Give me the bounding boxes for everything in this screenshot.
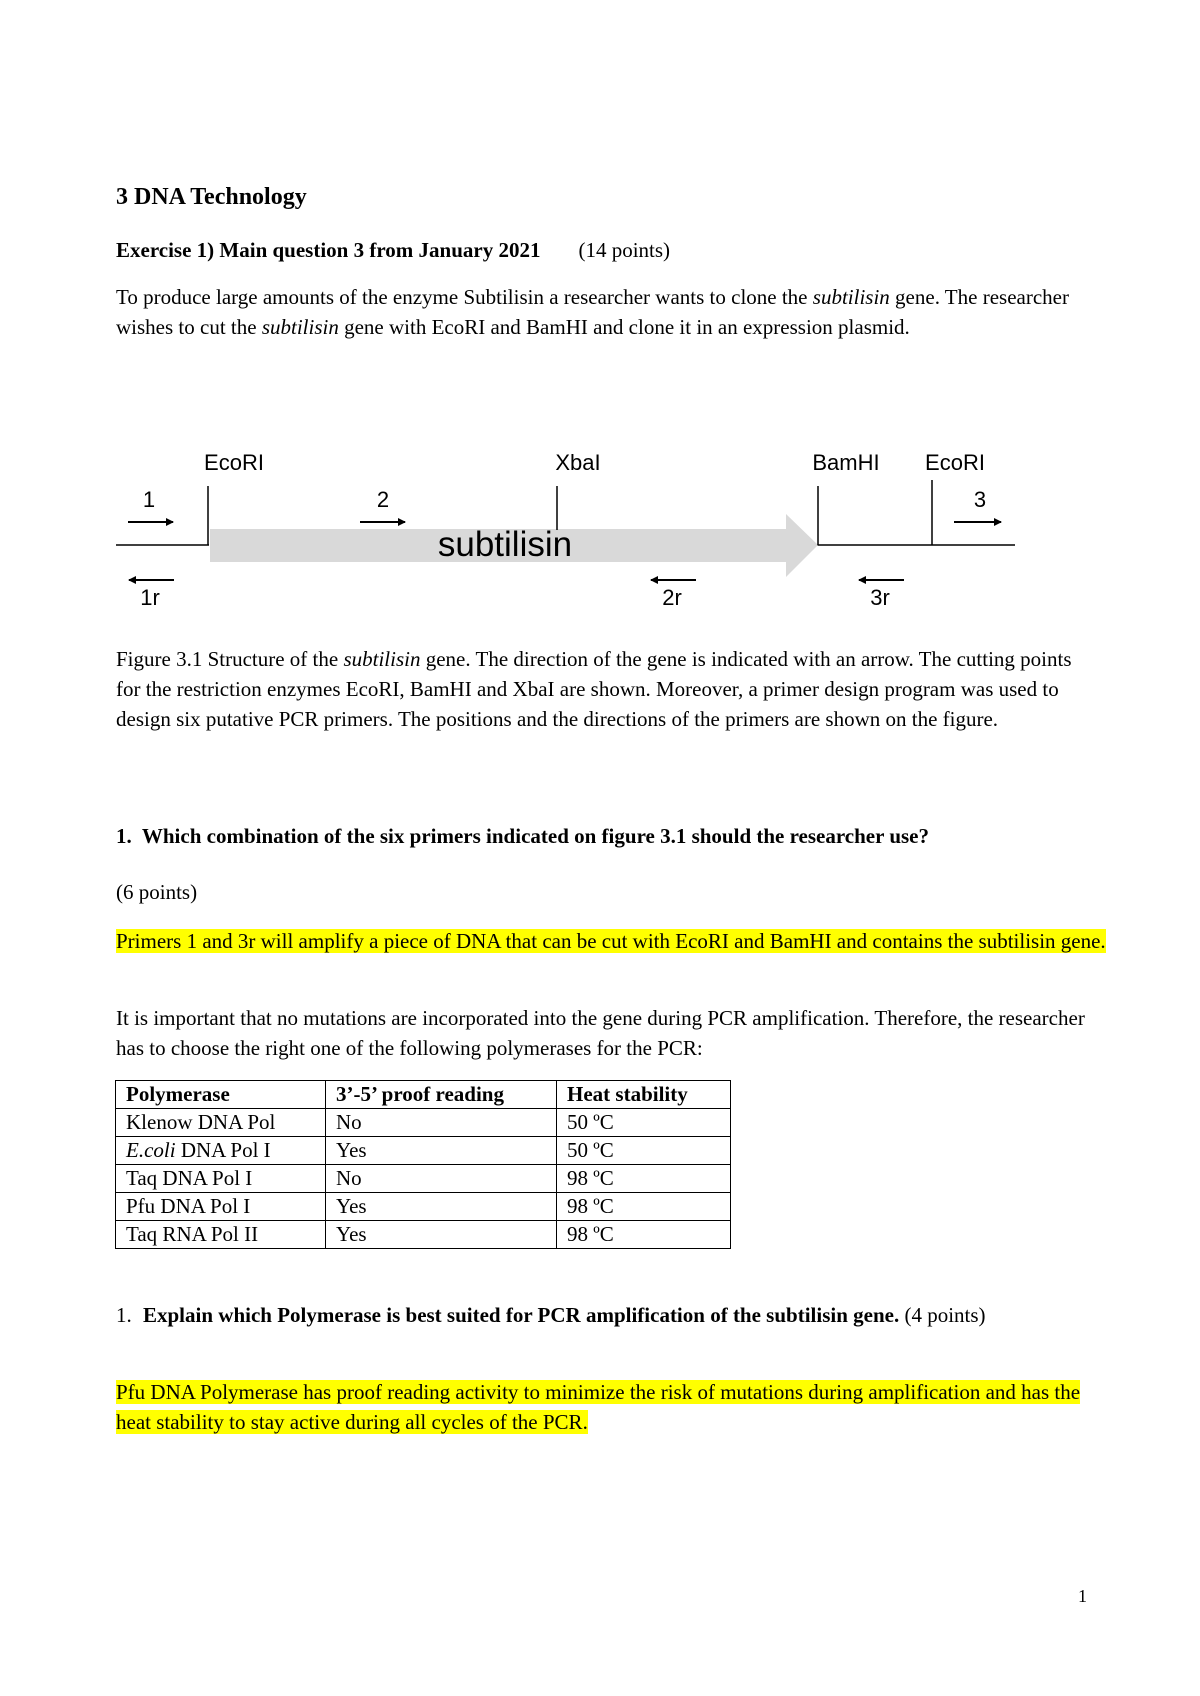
table-header-polymerase: Polymerase: [116, 1081, 326, 1109]
intro-gene-2: subtilisin: [261, 315, 339, 339]
polymerase-name-text: DNA Pol I: [175, 1138, 271, 1162]
polymerase-table: [115, 1080, 731, 1249]
question-1: [116, 824, 929, 849]
exercise-title-text: Exercise 1) Main question 3 from January 2021: [116, 238, 541, 262]
question-1-number: 1.: [116, 824, 132, 848]
xbai-label: XbaI: [555, 450, 601, 475]
polymerase-name: [116, 1165, 326, 1193]
heat-stability-value: 98 ºC: [557, 1165, 731, 1193]
polymerase-name: [116, 1137, 326, 1165]
primer-2-label: 2: [376, 487, 390, 512]
intro-text-2: gene. The researcher wishes to cut the: [116, 285, 1069, 339]
primer-3r-label: 3r: [870, 585, 890, 610]
section-heading: 3 DNA Technology: [116, 184, 307, 210]
table-header-row: [116, 1081, 731, 1109]
heat-stability-value: 98 ºC: [557, 1221, 731, 1249]
ecori-label-2: EcoRI: [925, 450, 985, 475]
proof-reading-value: No: [326, 1109, 557, 1137]
caption-gene: subtilisin: [343, 647, 421, 671]
proof-reading-value: No: [326, 1165, 557, 1193]
polymerase-name: [116, 1221, 326, 1249]
polymerase-name-text: Taq DNA Pol I: [126, 1166, 253, 1190]
polymerase-name: [116, 1109, 326, 1137]
intro-gene-1: subtilisin: [812, 285, 890, 309]
primer-2r-label: 2r: [662, 585, 682, 610]
caption-text-1: Figure 3.1 Structure of the: [116, 647, 344, 671]
answer-2: [116, 1377, 1116, 1437]
question-1-points: (6 points): [116, 880, 198, 904]
proof-reading-value: Yes: [326, 1137, 557, 1165]
table-row: [116, 1221, 731, 1249]
gene-label: subtilisin: [437, 525, 573, 564]
polymerase-name-text: Klenow DNA Pol: [126, 1110, 276, 1134]
primer-1-label: 1: [142, 487, 156, 512]
polymerase-name-text: Taq RNA Pol II: [126, 1222, 259, 1246]
intro-text-1: To produce large amounts of the enzyme Subtilisin a researcher wants to clone the: [116, 285, 813, 309]
table-header-heat-stability: Heat stability: [557, 1081, 731, 1109]
polymerase-name-italic: E.coli: [126, 1138, 176, 1162]
question-2-text: Explain which Polymerase is best suited for PCR amplification of the subtilisin gene.: [143, 1303, 900, 1327]
question-2-number: 1.: [116, 1303, 132, 1327]
page-number: 1: [1078, 1586, 1087, 1606]
table-row: [116, 1109, 731, 1137]
figure-caption: [116, 644, 1096, 734]
gene-structure-figure: [0, 0, 1200, 640]
caption-text-2: gene. The direction of the gene is indicated with an arrow. The cutting points for the restriction enzymes EcoRI, BamHI and XbaI are shown. Moreover, a primer design program was used to design six putative PCR primers. The positions and the directions of the primers are shown on the figure.: [116, 647, 1072, 731]
primer-1r-label: 1r: [140, 585, 160, 610]
ecori-label-1: EcoRI: [204, 450, 264, 475]
proof-reading-value: Yes: [326, 1221, 557, 1249]
heat-stability-value: 98 ºC: [557, 1193, 731, 1221]
question-2-points: (4 points): [904, 1303, 986, 1327]
question-2: [116, 1300, 1096, 1330]
question-1-text: Which combination of the six primers indicated on figure 3.1 should the researcher use?: [141, 824, 929, 848]
primer-3-label: 3: [973, 487, 987, 512]
exercise-points: (14 points): [578, 238, 671, 262]
table-row: [116, 1193, 731, 1221]
polymerase-name: [116, 1193, 326, 1221]
table-row: [116, 1137, 731, 1165]
polymerase-name-text: Pfu DNA Pol I: [126, 1194, 251, 1218]
heat-stability-value: 50 ºC: [557, 1137, 731, 1165]
polymerase-intro: It is important that no mutations are incorporated into the gene during PCR amplification. Therefore, the researcher has to choose the right one of the following polymerases for the PCR:: [116, 1006, 1085, 1060]
table-row: [116, 1165, 731, 1193]
intro-text-3: gene with EcoRI and BamHI and clone it in an expression plasmid.: [338, 315, 910, 339]
answer-2-text: Pfu DNA Polymerase has proof reading activity to minimize the risk of mutations during amplification and has the heat stability to stay active during all cycles of the PCR.: [116, 1380, 1081, 1434]
proof-reading-value: Yes: [326, 1193, 557, 1221]
answer-1-text: Primers 1 and 3r will amplify a piece of DNA that can be cut with EcoRI and BamHI and contains the subtilisin gene.: [116, 929, 1106, 953]
bamhi-label: BamHI: [812, 450, 880, 475]
heat-stability-value: 50 ºC: [557, 1109, 731, 1137]
table-header-proof-reading: 3’-5’ proof reading: [326, 1081, 557, 1109]
answer-1: [116, 926, 1116, 956]
